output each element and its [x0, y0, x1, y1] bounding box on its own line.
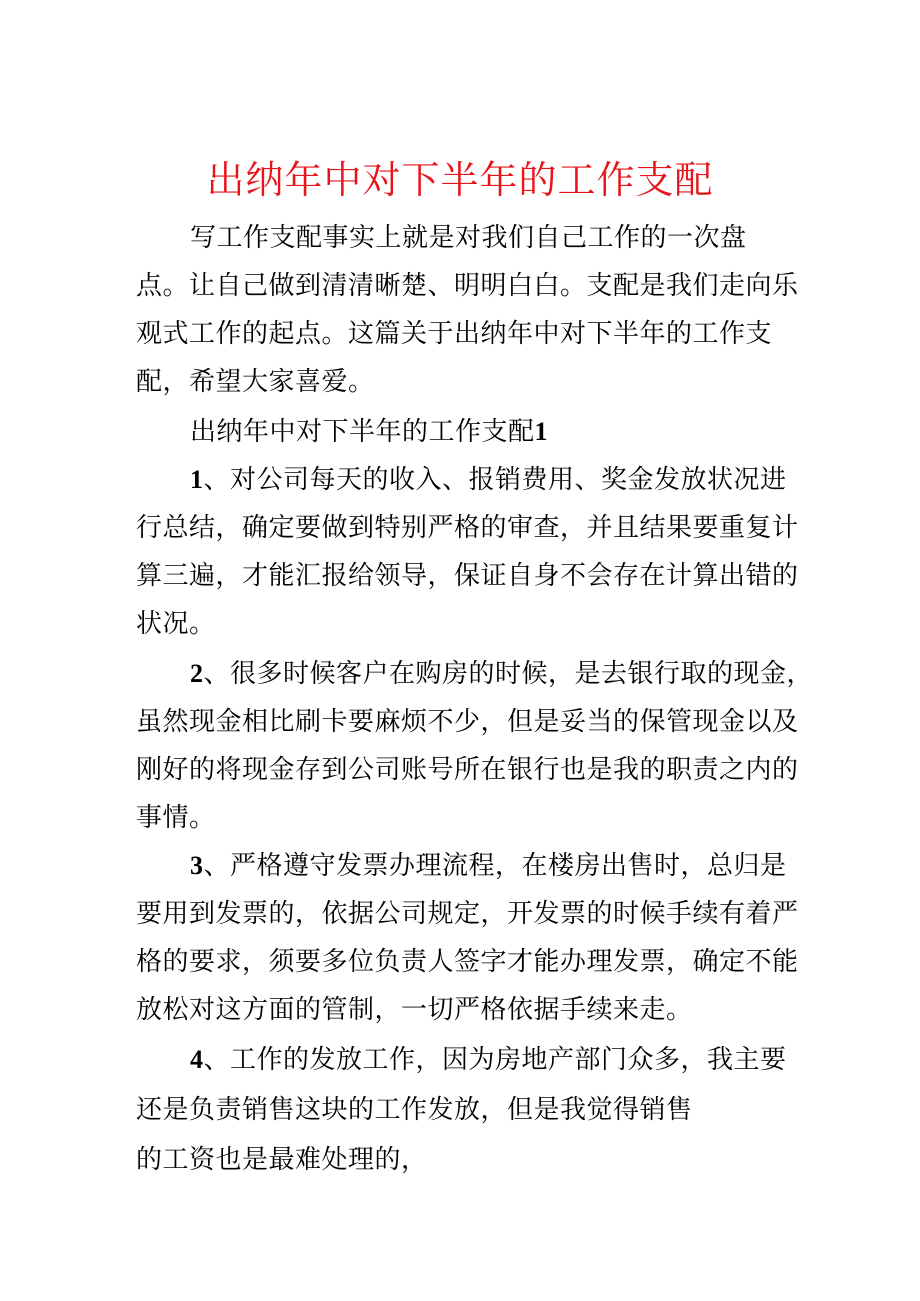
- item-text: 、严格遵守发票办理流程，在楼房出售时，总归是: [203, 851, 787, 881]
- list-item-line: 状况。: [136, 609, 216, 639]
- list-item-line: [190, 1040, 787, 1080]
- list-item-line: [190, 460, 787, 500]
- section-heading-number: 1: [534, 417, 549, 446]
- intro-line: 写工作支配事实上就是对我们自己工作的一次盘: [190, 223, 747, 253]
- list-item-line: 格的要求，须要多位负责人签字才能办理发票，确定不能: [136, 947, 799, 977]
- list-item-line: 还是负责销售这块的工作发放，但是我觉得销售: [136, 1095, 693, 1125]
- list-item-line: 事情。: [136, 803, 216, 833]
- page-title: 出纳年中对下半年的工作支配: [206, 158, 714, 202]
- section-heading: [190, 412, 548, 452]
- item-number: 3: [190, 851, 204, 880]
- list-item-line: 要用到发票的，依据公司规定，开发票的时候手续有着严: [136, 899, 799, 929]
- intro-line: 配，希望大家喜爱。: [136, 367, 375, 397]
- item-text: 、很多时候客户在购房的时候，是去银行取的现金，: [203, 659, 814, 689]
- list-item-line: 虽然现金相比刷卡要麻烦不少，但是妥当的保管现金以及: [136, 707, 799, 737]
- list-item-line: 放松对这方面的管制，一切严格依据手续来走。: [136, 995, 693, 1025]
- list-item-line: 刚好的将现金存到公司账号所在银行也是我的职责之内的: [136, 755, 799, 785]
- list-item-line: 算三遍，才能汇报给领导，保证自身不会存在计算出错的: [136, 561, 799, 591]
- item-text: 、对公司每天的收入、报销费用、奖金发放状况进: [203, 465, 787, 495]
- item-number: 4: [190, 1045, 204, 1074]
- item-text: 、工作的发放工作，因为房地产部门众多，我主要: [203, 1045, 787, 1075]
- list-item-line: 的工资也是最难处理的，: [136, 1145, 428, 1175]
- list-item-line: [190, 654, 813, 694]
- list-item-line: 行总结，确定要做到特别严格的审查，并且结果要重复计: [136, 513, 799, 543]
- intro-line: 观式工作的起点。这篇关于出纳年中对下半年的工作支: [136, 319, 773, 349]
- item-number: 1: [190, 465, 204, 494]
- list-item-line: [190, 846, 787, 886]
- intro-line: 点。让自己做到清清晰楚、明明白白。支配是我们走向乐: [136, 271, 799, 301]
- section-heading-text: 出纳年中对下半年的工作支配: [190, 417, 535, 447]
- item-number: 2: [190, 659, 204, 688]
